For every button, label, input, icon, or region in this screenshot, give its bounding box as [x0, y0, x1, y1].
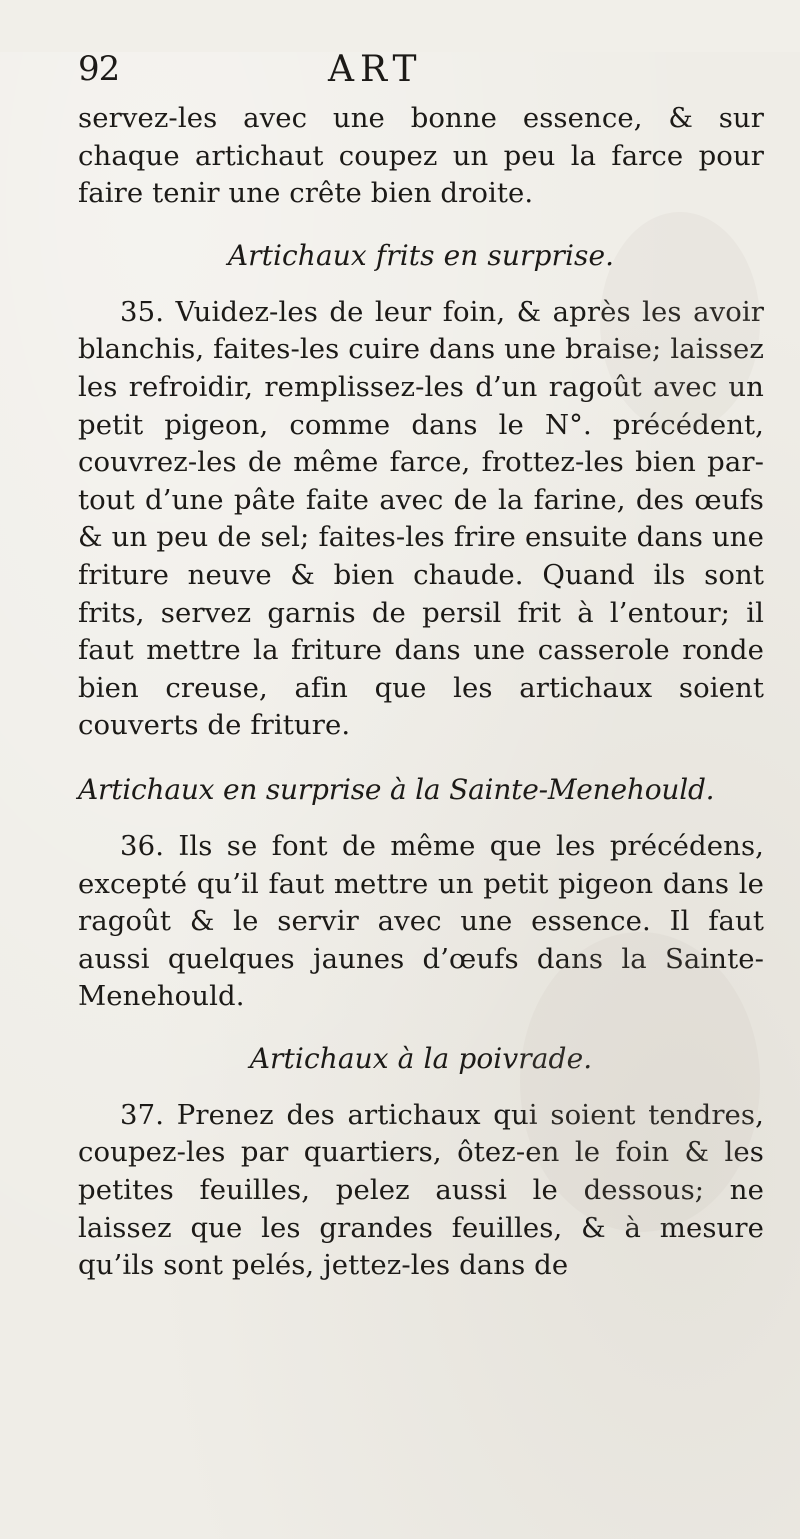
recipe-heading: Artichaux frits en surprise.	[227, 238, 615, 272]
page-number: 92	[78, 49, 120, 89]
page-header	[78, 49, 764, 100]
recipe-heading: Artichaux à la poivrade.	[249, 1041, 593, 1075]
book-page	[0, 49, 800, 1539]
recipe-paragraph: 36. Ils se font de même que les précédens, excepté qu’il faut mettre un petit pigeon dans le ragoût & le servir avec une essence. Il faut aussi quelques jaunes d’œufs dans la Sainte-Menehould.	[78, 829, 764, 1013]
body-text	[78, 100, 764, 1285]
paragraph: servez-les avec une bonne essence, & sur chaque artichaut coupez un peu la farce pour faire tenir une crête bien droite.	[78, 102, 764, 210]
running-title: ART	[328, 49, 423, 90]
recipe-paragraph: 35. Vuidez-les de leur foin, & après les avoir blanchis, faites-les cuire dans une braise; laissez les refroidir, remplissez-les d’un ragoût avec un petit pigeon, comme dans le N°. précédent, couvrez-les de même farce, frottez-les bien par-tout d’une pâte faite avec de la farine, des œufs & un peu de sel; faites-les frire ensuite dans une friture neuve & bien chaude. Quand ils sont frits, servez garnis de persil frit à l’entour; il faut mettre la friture dans une casserole ronde bien creuse, afin que les artichaux soient couverts de friture.	[78, 295, 764, 742]
recipe-heading: Artichaux en surprise à la Sainte-Menehould.	[78, 772, 715, 806]
recipe-paragraph: 37. Prenez des artichaux qui soient tendres, coupez-les par quartiers, ôtez-en le foin & les petites feuilles, pelez aussi le dessous; ne laissez que les grandes feuilles, & à mesure qu’ils sont pelés, jettez-les dans de	[78, 1098, 764, 1282]
